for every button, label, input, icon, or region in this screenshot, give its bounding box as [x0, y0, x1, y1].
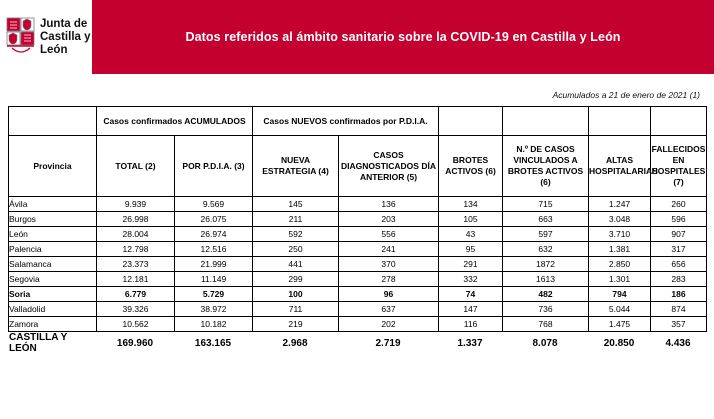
cell-provincia: Ávila [9, 197, 97, 212]
cell-dia-anterior: 556 [339, 227, 439, 242]
column-header-altas-hospitalarias: ALTAS HOSPITALARIAS [589, 136, 651, 197]
table-row [9, 272, 707, 287]
coat-of-arms-icon [6, 17, 36, 57]
cell-nueva: 219 [253, 317, 339, 332]
cell-brotes: 147 [439, 302, 503, 317]
cell-fallecidos: 283 [651, 272, 707, 287]
cell-vinculados: 632 [503, 242, 589, 257]
cell-dia-anterior: 202 [339, 317, 439, 332]
table-row [9, 242, 707, 257]
group-header-acumulados: Casos confirmados ACUMULADOS [97, 107, 253, 136]
cell-total: 10.562 [97, 317, 175, 332]
cell-fallecidos: 260 [651, 197, 707, 212]
cell-nueva: 100 [253, 287, 339, 302]
cell-fallecidos: 907 [651, 227, 707, 242]
cell-brotes: 105 [439, 212, 503, 227]
cell-pdia: 9.569 [175, 197, 253, 212]
brand-line-2: Castilla y León [40, 30, 91, 56]
cell-fallecidos: 317 [651, 242, 707, 257]
brand-line-1: Junta de [40, 17, 88, 30]
column-header-fallecidos: FALLECIDOS EN HOSPITALES (7) [651, 136, 707, 197]
cell-vinculados: 736 [503, 302, 589, 317]
group-header-nuevos: Casos NUEVOS confirmados por P.D.I.A. [253, 107, 439, 136]
blank-cell-altas [589, 107, 651, 136]
cell-provincia: Salamanca [9, 257, 97, 272]
cell-brotes: 134 [439, 197, 503, 212]
table-row [9, 257, 707, 272]
cell-altas: 1.301 [589, 272, 651, 287]
cell-dia-anterior: 96 [339, 287, 439, 302]
cell-fallecidos: 357 [651, 317, 707, 332]
table-body [9, 197, 707, 332]
cell-vinculados: 1613 [503, 272, 589, 287]
table-row [9, 317, 707, 332]
cell-brotes: 43 [439, 227, 503, 242]
table-row [9, 212, 707, 227]
blank-cell-vinculados [503, 107, 589, 136]
total-total: 169.960 [116, 337, 154, 349]
cell-dia-anterior: 203 [339, 212, 439, 227]
cell-nueva: 592 [253, 227, 339, 242]
cell-nueva: 711 [253, 302, 339, 317]
total-altas: 20.850 [603, 337, 635, 349]
blank-cell-brotes [439, 107, 503, 136]
column-header-nueva-estrategia: NUEVA ESTRATEGIA (4) [253, 136, 339, 197]
cell-provincia: Segovia [9, 272, 97, 287]
cell-total: 6.779 [97, 287, 175, 302]
cell-nueva: 250 [253, 242, 339, 257]
cell-pdia: 5.729 [175, 287, 253, 302]
cell-pdia: 38.972 [175, 302, 253, 317]
total-nueva: 2.968 [282, 337, 308, 349]
cell-pdia: 26.075 [175, 212, 253, 227]
cell-pdia: 11.149 [175, 272, 253, 287]
cell-nueva: 299 [253, 272, 339, 287]
cell-total: 26.998 [97, 212, 175, 227]
column-header-casos-vinculados: N.º DE CASOS VINCULADOS A BROTES ACTIVOS (6) [503, 136, 589, 197]
cell-dia-anterior: 637 [339, 302, 439, 317]
cell-vinculados: 482 [503, 287, 589, 302]
table-row [9, 302, 707, 317]
cell-dia-anterior: 241 [339, 242, 439, 257]
column-header-por-pdia: POR P.D.I.A. (3) [175, 136, 253, 197]
covid-total-table [8, 332, 706, 354]
cell-brotes: 95 [439, 242, 503, 257]
note-row [0, 74, 714, 100]
cell-vinculados: 663 [503, 212, 589, 227]
cell-provincia: Valladolid [9, 302, 97, 317]
cell-provincia: Soria [9, 287, 97, 302]
total-pdia: 163.165 [194, 337, 232, 349]
table-row [9, 227, 707, 242]
brand-logo [0, 0, 92, 74]
table-group-header-row [9, 107, 707, 136]
column-header-total: TOTAL (2) [97, 136, 175, 197]
table-row [9, 287, 707, 302]
cell-fallecidos: 874 [651, 302, 707, 317]
cell-altas: 1.381 [589, 242, 651, 257]
cell-pdia: 21.999 [175, 257, 253, 272]
cell-altas: 5.044 [589, 302, 651, 317]
cell-pdia: 26.974 [175, 227, 253, 242]
total-vinculados: 8.078 [532, 337, 558, 349]
cell-altas: 1.475 [589, 317, 651, 332]
cell-total: 28.004 [97, 227, 175, 242]
cell-vinculados: 597 [503, 227, 589, 242]
table-column-header-row [9, 136, 707, 197]
title-banner [92, 0, 714, 74]
cell-brotes: 291 [439, 257, 503, 272]
cell-provincia: León [9, 227, 97, 242]
cell-altas: 794 [589, 287, 651, 302]
cell-total: 9.939 [97, 197, 175, 212]
banner-title: Datos referidos al ámbito sanitario sobre la COVID-19 en Castilla y León [185, 30, 621, 44]
column-header-brotes-activos: BROTES ACTIVOS (6) [439, 136, 503, 197]
cell-vinculados: 1872 [503, 257, 589, 272]
total-fallecidos: 4.436 [665, 337, 691, 349]
page-header [0, 0, 714, 74]
cell-nueva: 441 [253, 257, 339, 272]
covid-data-table [8, 106, 707, 332]
cell-altas: 2.850 [589, 257, 651, 272]
cell-brotes: 116 [439, 317, 503, 332]
cell-fallecidos: 656 [651, 257, 707, 272]
cell-provincia: Zamora [9, 317, 97, 332]
table-container [0, 100, 714, 354]
cell-total: 39.326 [97, 302, 175, 317]
cell-dia-anterior: 370 [339, 257, 439, 272]
cell-total: 12.798 [97, 242, 175, 257]
cell-altas: 3.048 [589, 212, 651, 227]
cell-brotes: 74 [439, 287, 503, 302]
cell-total: 23.373 [97, 257, 175, 272]
column-header-provincia: Provincia [9, 136, 97, 197]
cell-dia-anterior: 278 [339, 272, 439, 287]
cell-total: 12.181 [97, 272, 175, 287]
cell-nueva: 211 [253, 212, 339, 227]
cell-provincia: Burgos [9, 212, 97, 227]
cell-fallecidos: 596 [651, 212, 707, 227]
cell-pdia: 12.516 [175, 242, 253, 257]
total-label: CASTILLA Y LEÓN [9, 332, 68, 354]
corner-blank-cell [9, 107, 97, 136]
total-brotes: 1.337 [457, 337, 483, 349]
cell-brotes: 332 [439, 272, 503, 287]
accumulated-date-note: Acumulados a 21 de enero de 2021 (1) [552, 90, 700, 100]
cell-dia-anterior: 136 [339, 197, 439, 212]
cell-vinculados: 715 [503, 197, 589, 212]
cell-altas: 3.710 [589, 227, 651, 242]
cell-nueva: 145 [253, 197, 339, 212]
cell-pdia: 10.182 [175, 317, 253, 332]
blank-cell-fallecidos [651, 107, 707, 136]
table-row [9, 197, 707, 212]
cell-provincia: Palencia [9, 242, 97, 257]
total-dia-anterior: 2.719 [375, 337, 401, 349]
cell-vinculados: 768 [503, 317, 589, 332]
cell-altas: 1.247 [589, 197, 651, 212]
column-header-casos-dia-anterior: CASOS DIAGNOSTICADOS DÍA ANTERIOR (5) [339, 136, 439, 197]
brand-name [40, 18, 92, 57]
table-total-row [8, 332, 706, 354]
cell-fallecidos: 186 [651, 287, 707, 302]
